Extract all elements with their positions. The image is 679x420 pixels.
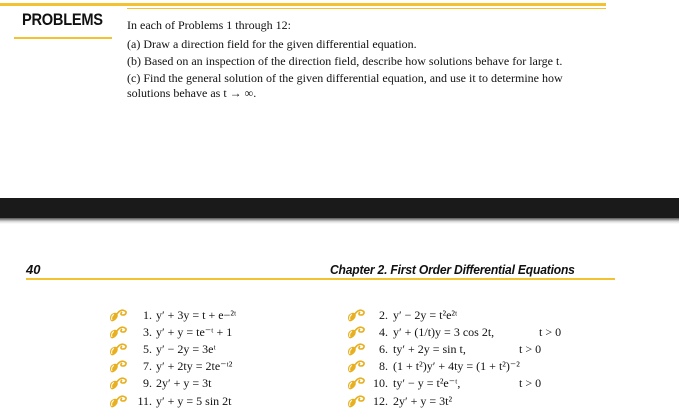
problem-number: 8. — [379, 359, 388, 373]
problem-equation: y′ + y = 5 sin 2t — [156, 394, 232, 408]
problem-number: 12. — [373, 394, 388, 408]
problem-condition: t > 0 — [539, 325, 562, 339]
computer-mouse-icon — [108, 358, 130, 375]
problem-number: 10. — [373, 376, 388, 390]
problem-item — [346, 358, 646, 375]
computer-mouse-icon — [346, 375, 368, 392]
running-header-rule — [26, 278, 615, 280]
problem-number: 11. — [137, 394, 152, 408]
problem-equation: ty′ − y = t²e⁻ᵗ, — [393, 376, 461, 390]
problem-number: 2. — [379, 308, 388, 322]
problem-number: 5. — [143, 342, 152, 356]
problem-equation: y′ + 2ty = 2te⁻ᵗ² — [156, 359, 233, 373]
intro-line-c: (c) Find the general solution of the given differential equation, and use it to determine how — [127, 71, 563, 85]
page-separator-band — [0, 198, 679, 218]
problem-number: 9. — [143, 376, 152, 390]
page-number: 40 — [26, 262, 41, 277]
problem-equation: y′ − 2y = 3eᵗ — [156, 342, 216, 356]
problem-equation: 2y′ + y = 3t² — [393, 394, 453, 408]
computer-mouse-icon — [346, 358, 368, 375]
problem-equation: (1 + t²)y′ + 4ty = (1 + t²)⁻² — [393, 359, 520, 373]
computer-mouse-icon — [346, 324, 368, 341]
problem-condition: t > 0 — [519, 342, 542, 356]
problem-number: 7. — [143, 359, 152, 373]
chapter-title: Chapter 2. First Order Differential Equations — [330, 262, 575, 277]
computer-mouse-icon — [346, 393, 368, 410]
computer-mouse-icon — [108, 324, 130, 341]
problem-condition: t > 0 — [519, 376, 542, 390]
top-rule-thick — [0, 3, 606, 6]
problem-equation: y′ + 3y = t + e−²ᵗ — [156, 308, 237, 322]
problem-equation: y′ + y = te⁻ᵗ + 1 — [156, 325, 233, 339]
heading-underline — [14, 37, 112, 39]
problem-equation: ty′ + 2y = sin t, — [393, 342, 466, 356]
problem-item — [346, 324, 646, 341]
section-heading: PROBLEMS — [22, 10, 103, 29]
intro-line-a: (a) Draw a direction field for the given differential equation. — [127, 37, 417, 51]
problem-item — [346, 393, 646, 410]
top-rule-thin — [127, 8, 606, 9]
computer-mouse-icon — [346, 341, 368, 358]
page-separator-shadow — [0, 218, 679, 224]
problem-number: 1. — [143, 308, 152, 322]
intro-line-c-cont: solutions behave as t → ∞. — [127, 86, 257, 100]
problem-equation: 2y′ + y = 3t — [156, 376, 212, 390]
problem-equation: y′ + (1/t)y = 3 cos 2t, — [393, 325, 495, 339]
computer-mouse-icon — [108, 375, 130, 392]
problem-number: 6. — [379, 342, 388, 356]
problem-item — [346, 341, 646, 358]
computer-mouse-icon — [346, 307, 368, 324]
computer-mouse-icon — [108, 307, 130, 324]
computer-mouse-icon — [108, 341, 130, 358]
problem-number: 3. — [143, 325, 152, 339]
computer-mouse-icon — [108, 393, 130, 410]
problem-equation: y′ − 2y = t²e²ᵗ — [393, 308, 458, 322]
problem-number: 4. — [379, 325, 388, 339]
intro-line-1: In each of Problems 1 through 12: — [127, 18, 291, 32]
problem-item — [346, 375, 646, 392]
intro-line-b: (b) Based on an inspection of the direction field, describe how solutions behave for large t. — [127, 54, 563, 68]
problem-item — [346, 307, 646, 324]
